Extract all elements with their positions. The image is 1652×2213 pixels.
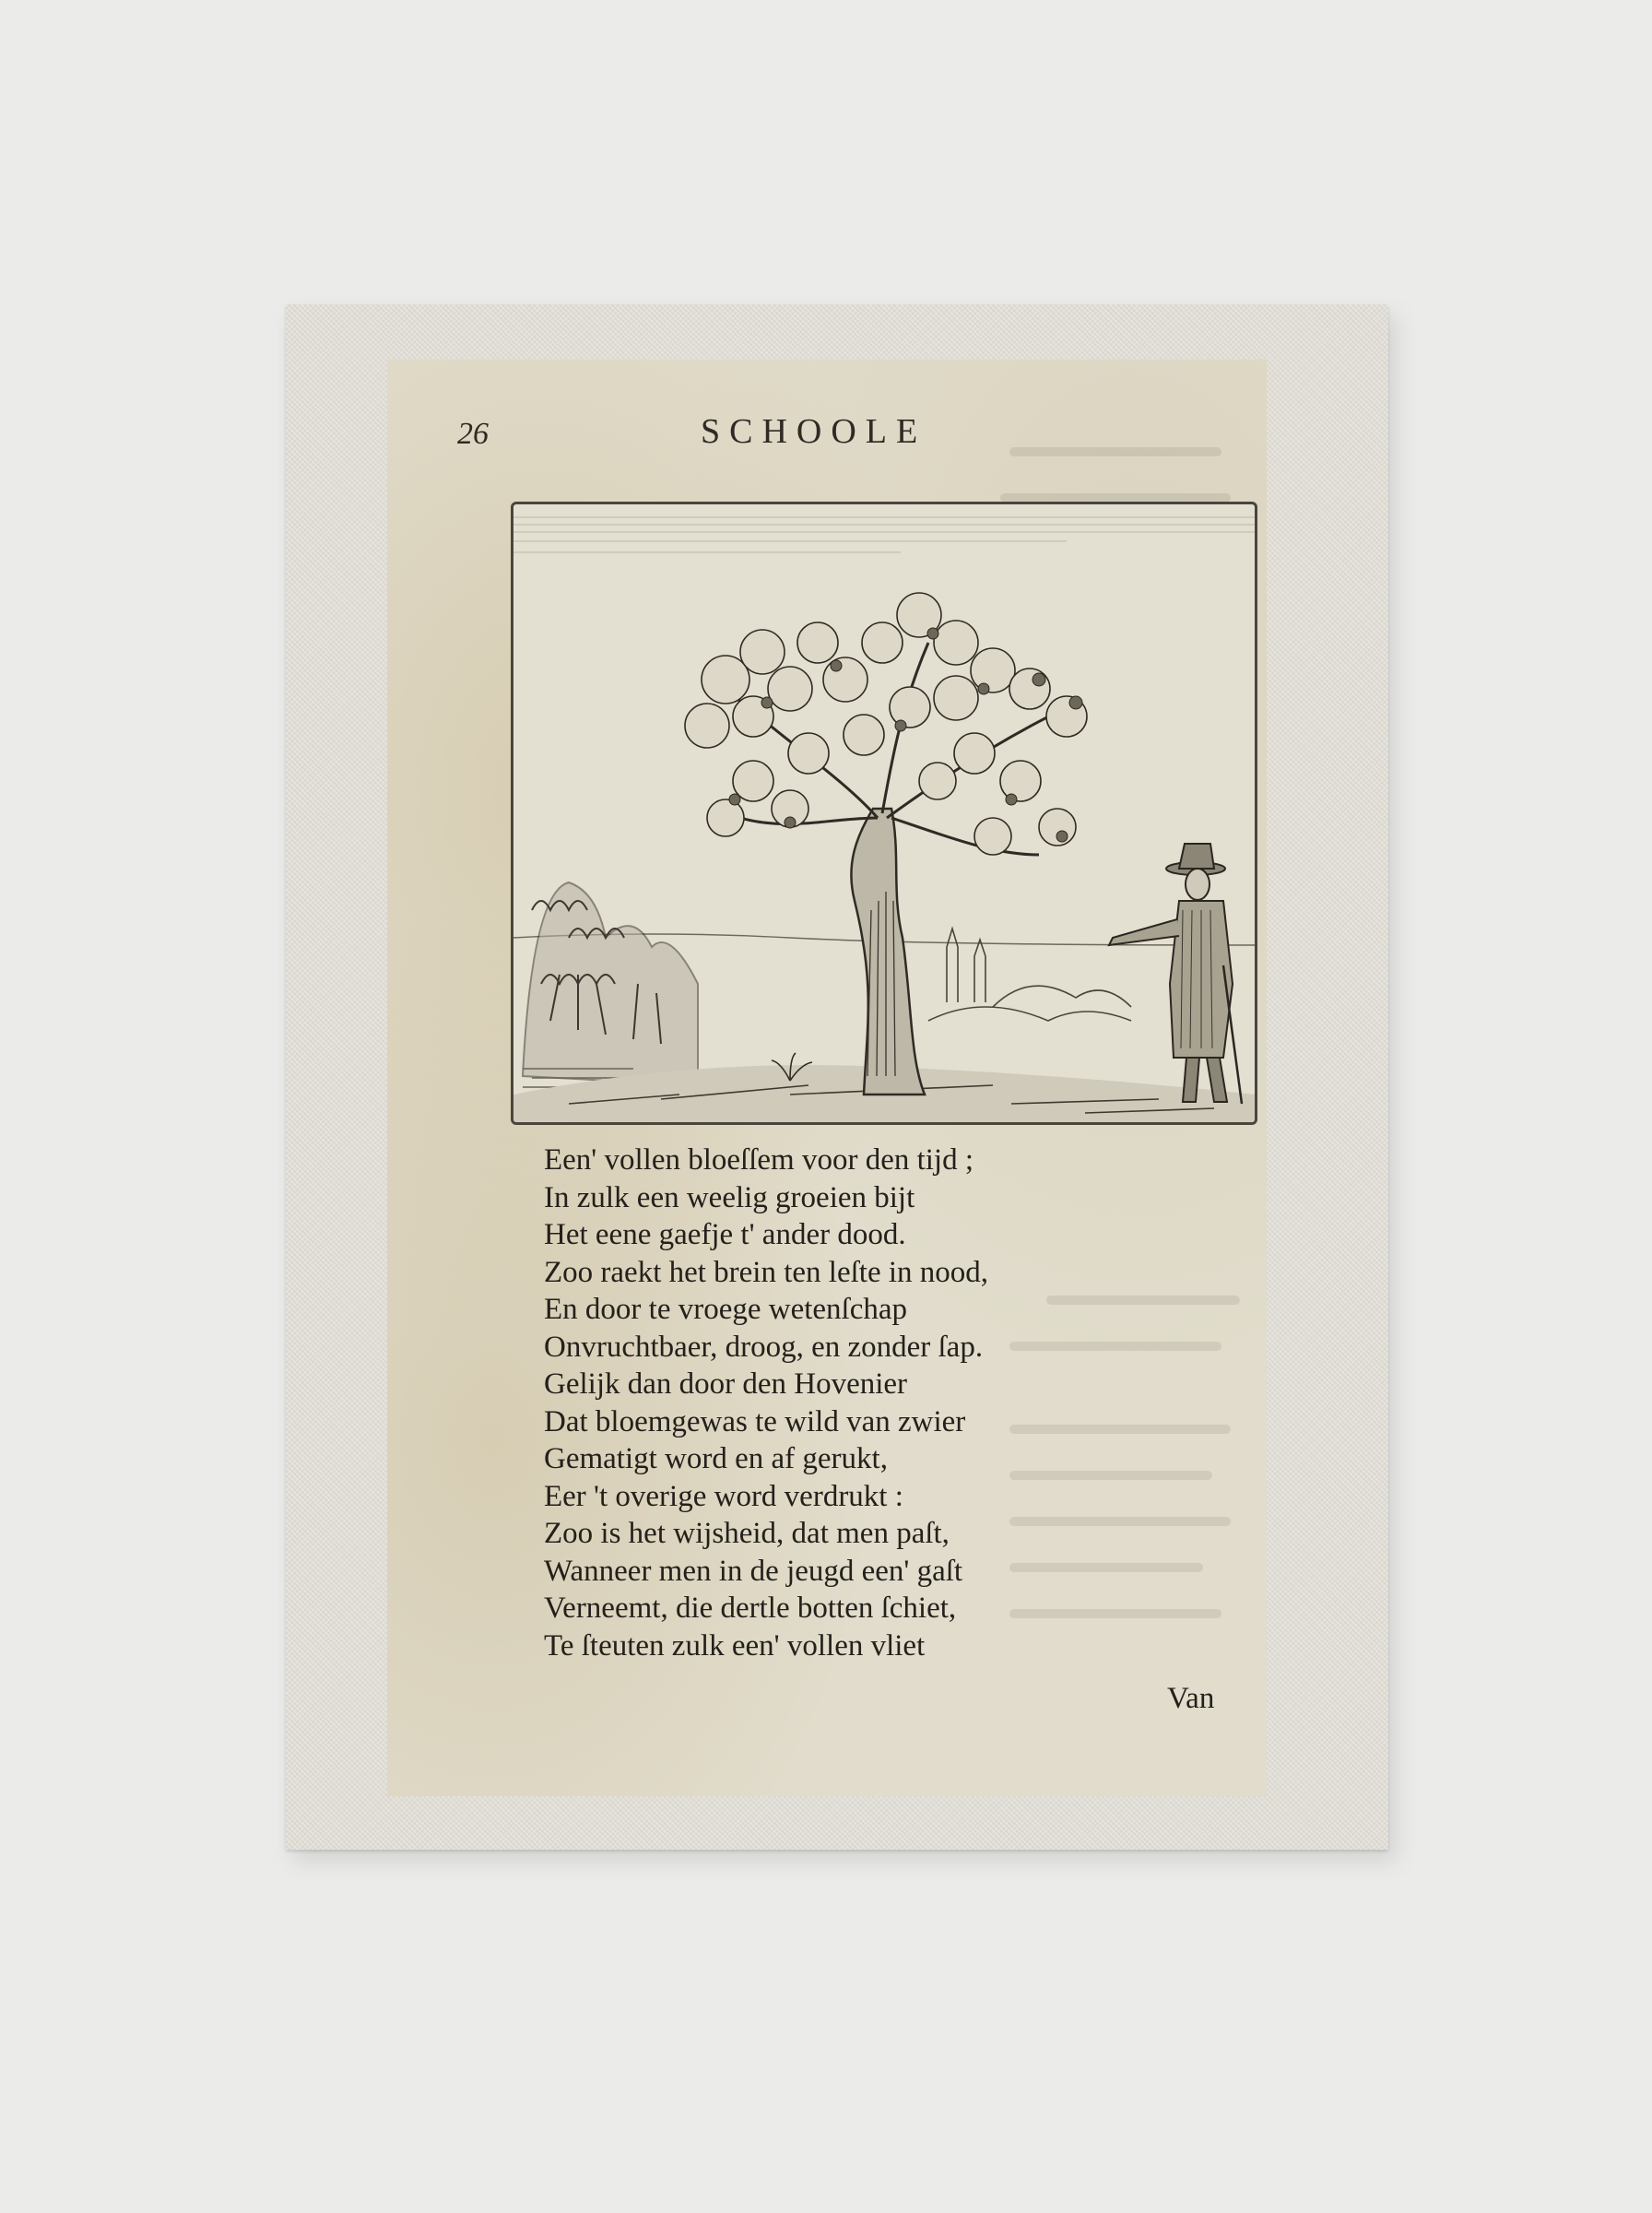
verse-line: Gematigt word en af gerukt, bbox=[544, 1442, 888, 1475]
show-through-lower-lines bbox=[996, 1282, 1254, 1669]
verse-line: Te ſteuten zulk een' vollen vliet bbox=[544, 1628, 926, 1663]
page-number: 26 bbox=[457, 417, 489, 451]
running-head: SCHOOLE bbox=[701, 412, 927, 451]
verse-line: Eer 't overige word verdrukt : bbox=[544, 1479, 903, 1513]
verse-line: Zoo raekt het brein ten leſte in nood, bbox=[544, 1255, 989, 1289]
catchword: Van bbox=[1167, 1682, 1215, 1715]
verse-line: In zulk een weelig groeien bijt bbox=[544, 1180, 915, 1214]
verse-line: Dat bloemgewas te wild van zwier bbox=[544, 1404, 966, 1438]
etching-drawing bbox=[513, 504, 1255, 1122]
verse-line: Het eene gaefje t' ander dood. bbox=[544, 1218, 906, 1251]
verse-line: Zoo is het wijsheid, dat men paſt, bbox=[544, 1517, 950, 1550]
verse-line: Wanneer men in de jeugd een' gaſt bbox=[544, 1554, 963, 1588]
standing-man bbox=[1109, 844, 1242, 1104]
verse-line: Onvruchtbaer, droog, en zonder ſap. bbox=[544, 1330, 984, 1364]
verse-line: Gelijk dan door den Hovenier bbox=[544, 1367, 908, 1401]
verse-line: En door te vroege wetenſchap bbox=[544, 1293, 908, 1326]
sky-hatching bbox=[513, 517, 1255, 552]
book-page bbox=[387, 360, 1267, 1796]
left-bushes bbox=[523, 882, 698, 1085]
verse-line: Een' vollen bloeſſem voor den tijd ; bbox=[544, 1143, 974, 1177]
show-through-lower bbox=[996, 1282, 1254, 1669]
tree-trunk bbox=[851, 809, 925, 1095]
verse-line: Verneemt, die dertle botten ſchiet, bbox=[544, 1592, 957, 1625]
verse-text bbox=[544, 1142, 988, 1664]
illustration-etching bbox=[511, 502, 1257, 1125]
